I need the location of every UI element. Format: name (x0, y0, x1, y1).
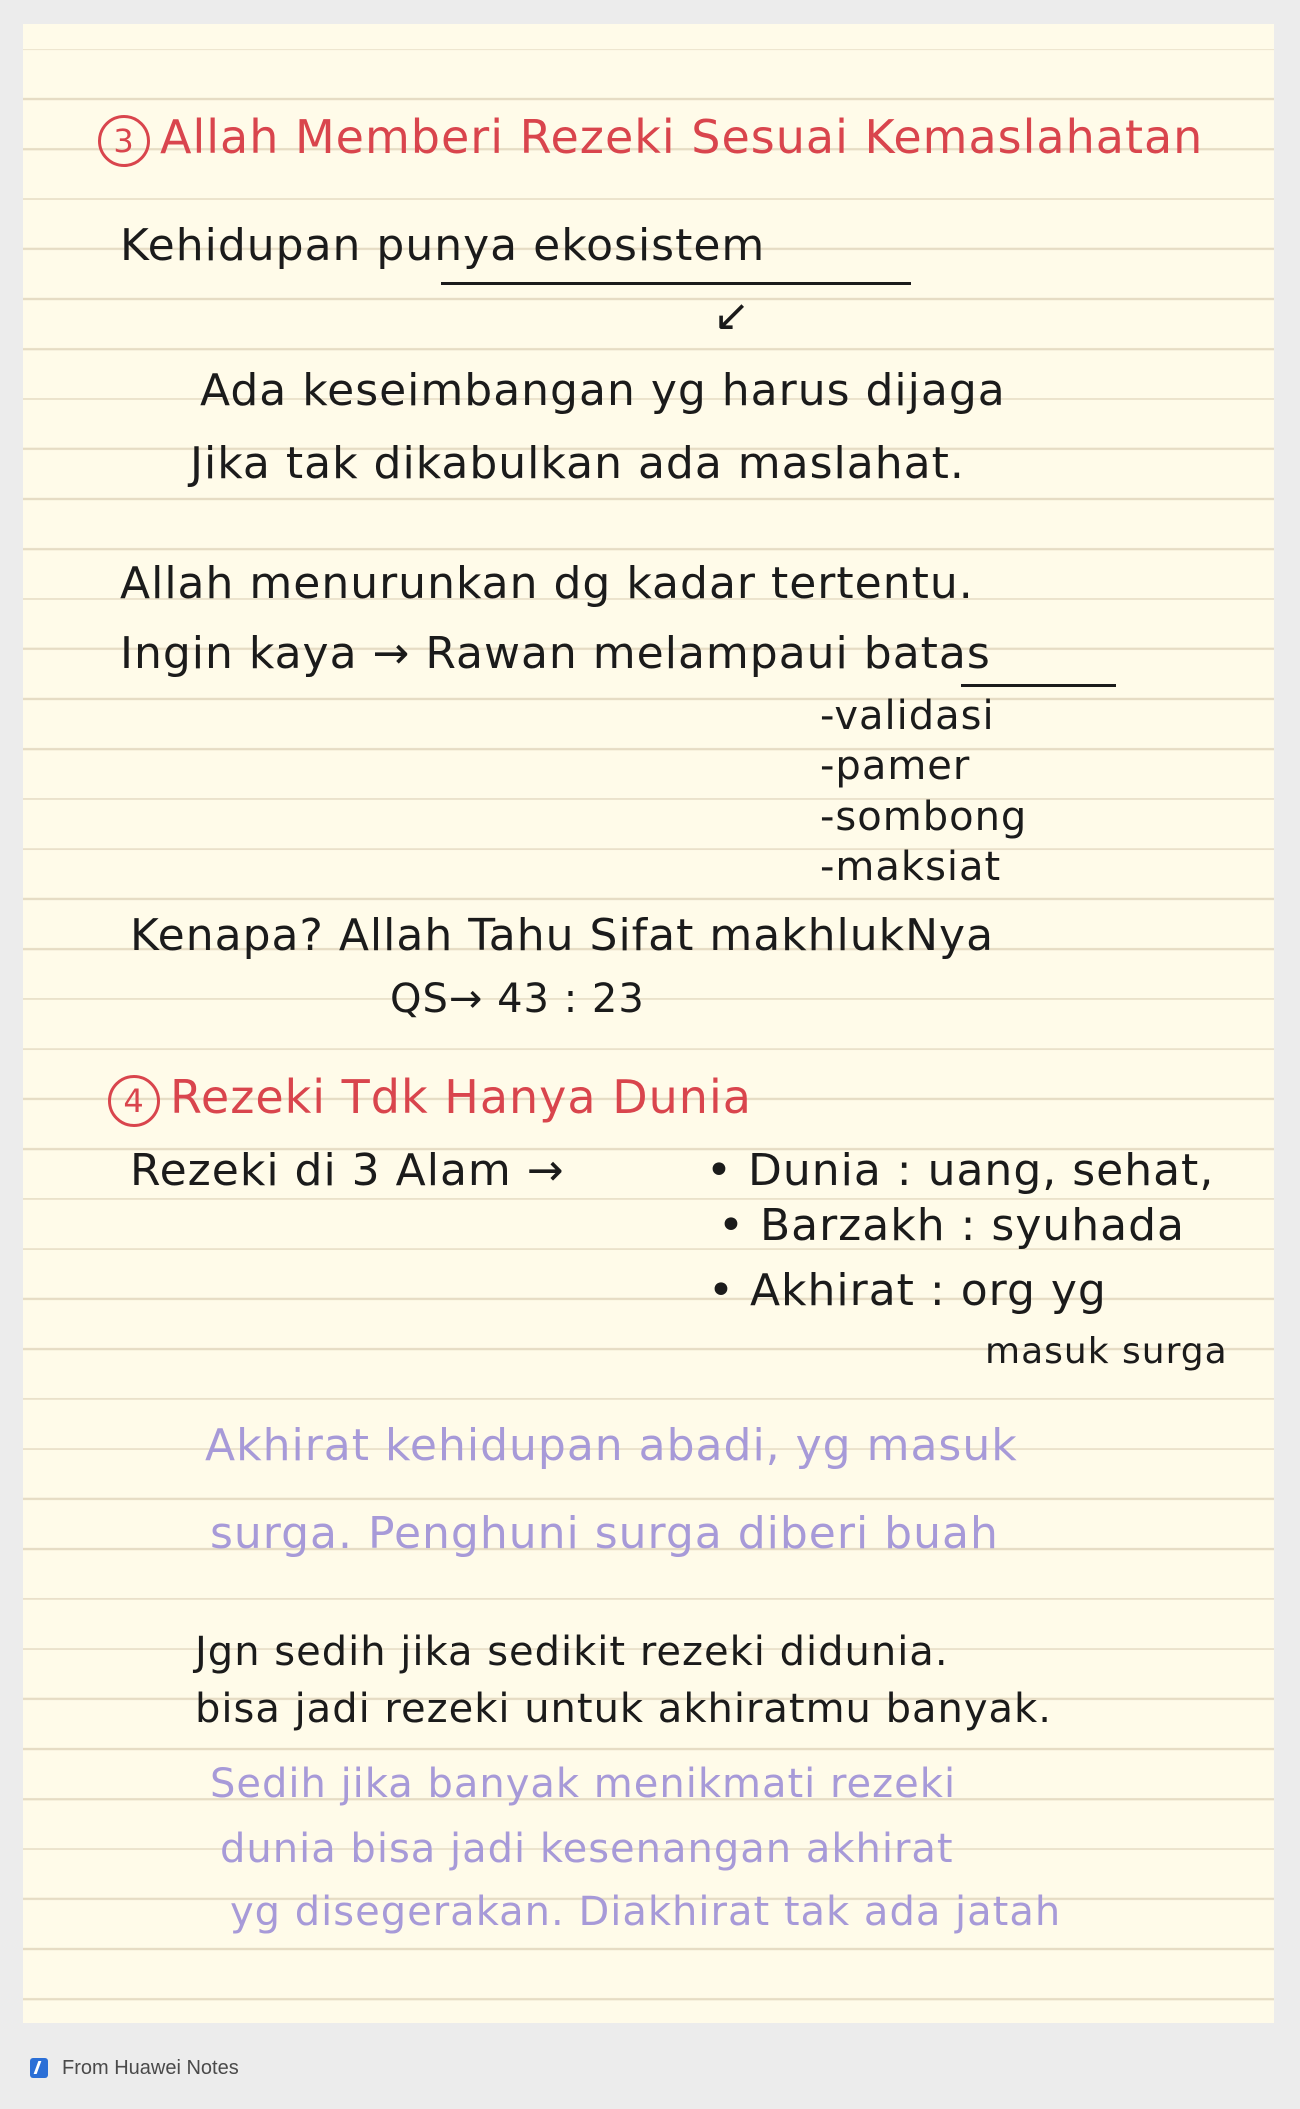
reference: QS→ 43 : 23 (390, 976, 645, 1022)
purple-note-line: yg disegerakan. Diakhirat tak ada jatah (230, 1889, 1062, 1935)
purple-note-line: Akhirat kehidupan abadi, yg masuk (205, 1420, 1018, 1471)
list-item: -sombong (820, 794, 1028, 840)
underline (961, 684, 1116, 687)
text-line: Ada keseimbangan yg harus dijaga (200, 365, 1006, 416)
list-item: • Barzakh : syuhada (718, 1200, 1185, 1251)
list-item: -pamer (820, 743, 971, 789)
section-4-heading (108, 1070, 752, 1127)
text-line: Kehidupan punya ekosistem (120, 220, 766, 271)
footer (30, 2053, 239, 2083)
text-line: bisa jadi rezeki untuk akhiratmu banyak. (195, 1686, 1052, 1732)
text-line: masuk surga (985, 1331, 1228, 1372)
list-item: -validasi (820, 693, 995, 739)
text-line: Kenapa? Allah Tahu Sifat makhlukNya (130, 910, 995, 961)
arrow-icon: ↙ (713, 290, 751, 341)
section-3-number: 3 (98, 115, 150, 167)
purple-note-line: surga. Penghuni surga diberi buah (210, 1508, 999, 1559)
text-line: Rezeki di 3 Alam → (130, 1145, 565, 1196)
section-4-number: 4 (108, 1075, 160, 1127)
list-item: -maksiat (820, 844, 1002, 890)
purple-note-line: Sedih jika banyak menikmati rezeki (210, 1761, 957, 1807)
purple-note-line: dunia bisa jadi kesenangan akhirat (220, 1826, 954, 1872)
text-line: Allah menurunkan dg kadar tertentu. (120, 558, 974, 609)
text-line: Jgn sedih jika sedikit rezeki didunia. (195, 1629, 949, 1675)
underline (441, 282, 911, 285)
section-3-heading (98, 110, 1204, 167)
text-line: Ingin kaya → Rawan melampaui batas (120, 628, 991, 679)
huawei-notes-icon (30, 2058, 48, 2078)
list-item: • Dunia : uang, sehat, (706, 1145, 1215, 1196)
list-item: • Akhirat : org yg (708, 1265, 1107, 1316)
note-page (23, 24, 1274, 2023)
section-4-title: Rezeki Tdk Hanya Dunia (170, 1070, 752, 1124)
text-line: Jika tak dikabulkan ada maslahat. (190, 438, 965, 489)
footer-label: From Huawei Notes (62, 2056, 239, 2079)
section-3-title: Allah Memberi Rezeki Sesuai Kemaslahatan (160, 110, 1204, 164)
